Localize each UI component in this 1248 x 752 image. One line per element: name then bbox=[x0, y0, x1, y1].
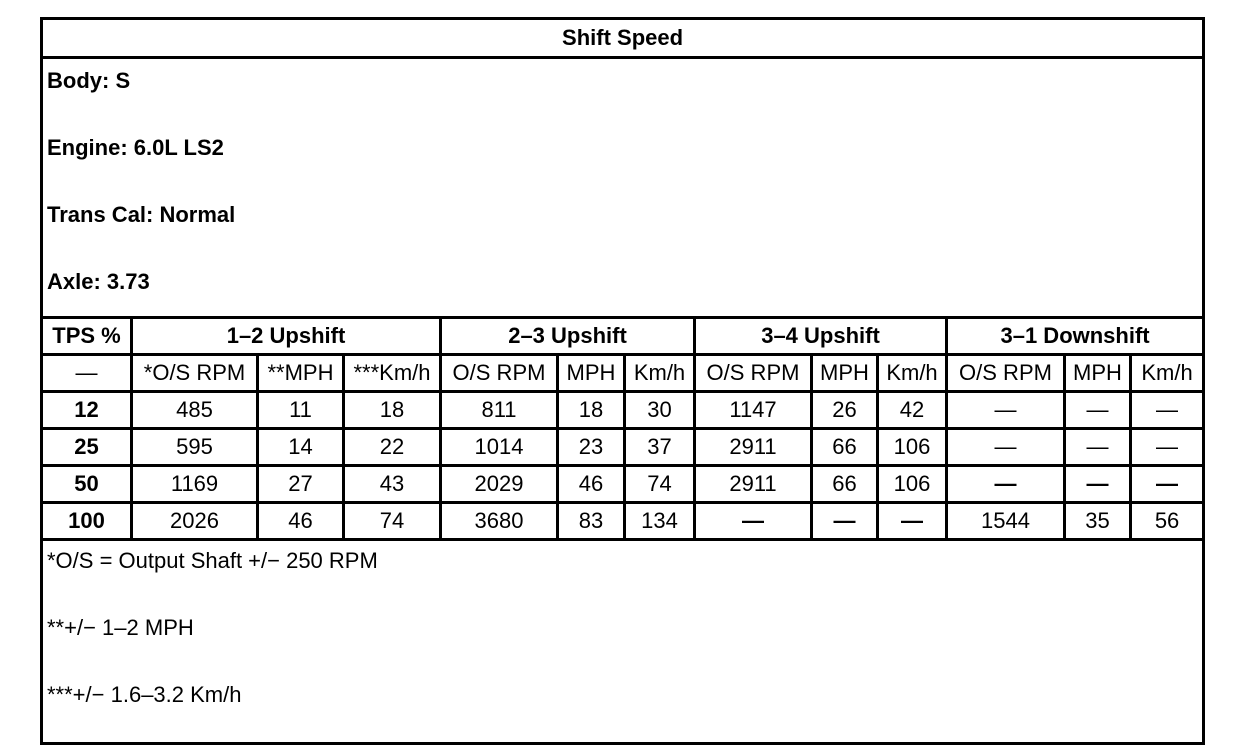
table-cell: — bbox=[1131, 466, 1204, 503]
table-row bbox=[42, 503, 1204, 540]
table-cell: 43 bbox=[344, 466, 441, 503]
table-title: Shift Speed bbox=[42, 19, 1204, 58]
subheader-cell: — bbox=[42, 355, 132, 392]
table-cell: — bbox=[695, 503, 812, 540]
table-cell: — bbox=[947, 429, 1065, 466]
upshift-3-4-header: 3–4 Upshift bbox=[695, 318, 947, 355]
subheader-cell: **MPH bbox=[258, 355, 344, 392]
tps-cell: 12 bbox=[42, 392, 132, 429]
table-cell: 66 bbox=[812, 466, 878, 503]
table-cell: 14 bbox=[258, 429, 344, 466]
table-cell: 1014 bbox=[441, 429, 558, 466]
group-header-row bbox=[42, 318, 1204, 355]
table-cell: 66 bbox=[812, 429, 878, 466]
table-cell: 134 bbox=[625, 503, 695, 540]
footnote-os: *O/S = Output Shaft +/− 250 RPM bbox=[47, 548, 378, 573]
subheader-cell: O/S RPM bbox=[695, 355, 812, 392]
table-cell: 18 bbox=[558, 392, 625, 429]
tps-cell: 100 bbox=[42, 503, 132, 540]
shift-speed-table bbox=[40, 17, 1205, 745]
table-cell: 46 bbox=[558, 466, 625, 503]
table-row bbox=[42, 429, 1204, 466]
table-cell: 42 bbox=[878, 392, 947, 429]
subheader-cell: *O/S RPM bbox=[132, 355, 258, 392]
table-cell: 22 bbox=[344, 429, 441, 466]
table-cell: 56 bbox=[1131, 503, 1204, 540]
table-cell: 3680 bbox=[441, 503, 558, 540]
subheader-cell: O/S RPM bbox=[441, 355, 558, 392]
table-cell: 1544 bbox=[947, 503, 1065, 540]
footnote-mph: **+/− 1–2 MPH bbox=[47, 615, 194, 640]
vehicle-info bbox=[42, 58, 1204, 318]
table-cell: 83 bbox=[558, 503, 625, 540]
subheader-cell: MPH bbox=[558, 355, 625, 392]
subheader-row bbox=[42, 355, 1204, 392]
table-cell: 106 bbox=[878, 429, 947, 466]
table-cell: 23 bbox=[558, 429, 625, 466]
table-cell: — bbox=[1131, 392, 1204, 429]
table-cell: 35 bbox=[1065, 503, 1131, 540]
tps-header: TPS % bbox=[42, 318, 132, 355]
table-cell: 106 bbox=[878, 466, 947, 503]
footnote-kmh: ***+/− 1.6–3.2 Km/h bbox=[47, 682, 242, 707]
table-cell: 485 bbox=[132, 392, 258, 429]
table-cell: 595 bbox=[132, 429, 258, 466]
table-cell: 37 bbox=[625, 429, 695, 466]
table-cell: 74 bbox=[625, 466, 695, 503]
subheader-cell: Km/h bbox=[625, 355, 695, 392]
table-cell: 74 bbox=[344, 503, 441, 540]
trans-cal-line: Trans Cal: Normal bbox=[47, 202, 236, 227]
subheader-cell: Km/h bbox=[1131, 355, 1204, 392]
engine-line: Engine: 6.0L LS2 bbox=[47, 135, 224, 160]
table-cell: — bbox=[1131, 429, 1204, 466]
footnotes bbox=[42, 540, 1204, 744]
table-cell: 2911 bbox=[695, 429, 812, 466]
table-cell: 811 bbox=[441, 392, 558, 429]
table-cell: 2026 bbox=[132, 503, 258, 540]
downshift-3-1-header: 3–1 Downshift bbox=[947, 318, 1204, 355]
table-cell: 2911 bbox=[695, 466, 812, 503]
table-cell: 26 bbox=[812, 392, 878, 429]
table-cell: — bbox=[1065, 392, 1131, 429]
table-cell: 18 bbox=[344, 392, 441, 429]
table-cell: — bbox=[947, 466, 1065, 503]
body-line: Body: S bbox=[47, 68, 131, 93]
table-row bbox=[42, 392, 1204, 429]
axle-line: Axle: 3.73 bbox=[47, 269, 150, 294]
table-cell: 1169 bbox=[132, 466, 258, 503]
tps-cell: 25 bbox=[42, 429, 132, 466]
subheader-cell: ***Km/h bbox=[344, 355, 441, 392]
table-cell: — bbox=[1065, 429, 1131, 466]
table-cell: 1147 bbox=[695, 392, 812, 429]
subheader-cell: O/S RPM bbox=[947, 355, 1065, 392]
upshift-2-3-header: 2–3 Upshift bbox=[441, 318, 695, 355]
table-cell: — bbox=[1065, 466, 1131, 503]
upshift-1-2-header: 1–2 Upshift bbox=[132, 318, 441, 355]
tps-cell: 50 bbox=[42, 466, 132, 503]
subheader-cell: Km/h bbox=[878, 355, 947, 392]
table-cell: 46 bbox=[258, 503, 344, 540]
table-cell: 2029 bbox=[441, 466, 558, 503]
table-cell: — bbox=[812, 503, 878, 540]
table-cell: 30 bbox=[625, 392, 695, 429]
table-cell: — bbox=[878, 503, 947, 540]
table-cell: — bbox=[947, 392, 1065, 429]
table-cell: 11 bbox=[258, 392, 344, 429]
subheader-cell: MPH bbox=[1065, 355, 1131, 392]
table-cell: 27 bbox=[258, 466, 344, 503]
table-row bbox=[42, 466, 1204, 503]
subheader-cell: MPH bbox=[812, 355, 878, 392]
